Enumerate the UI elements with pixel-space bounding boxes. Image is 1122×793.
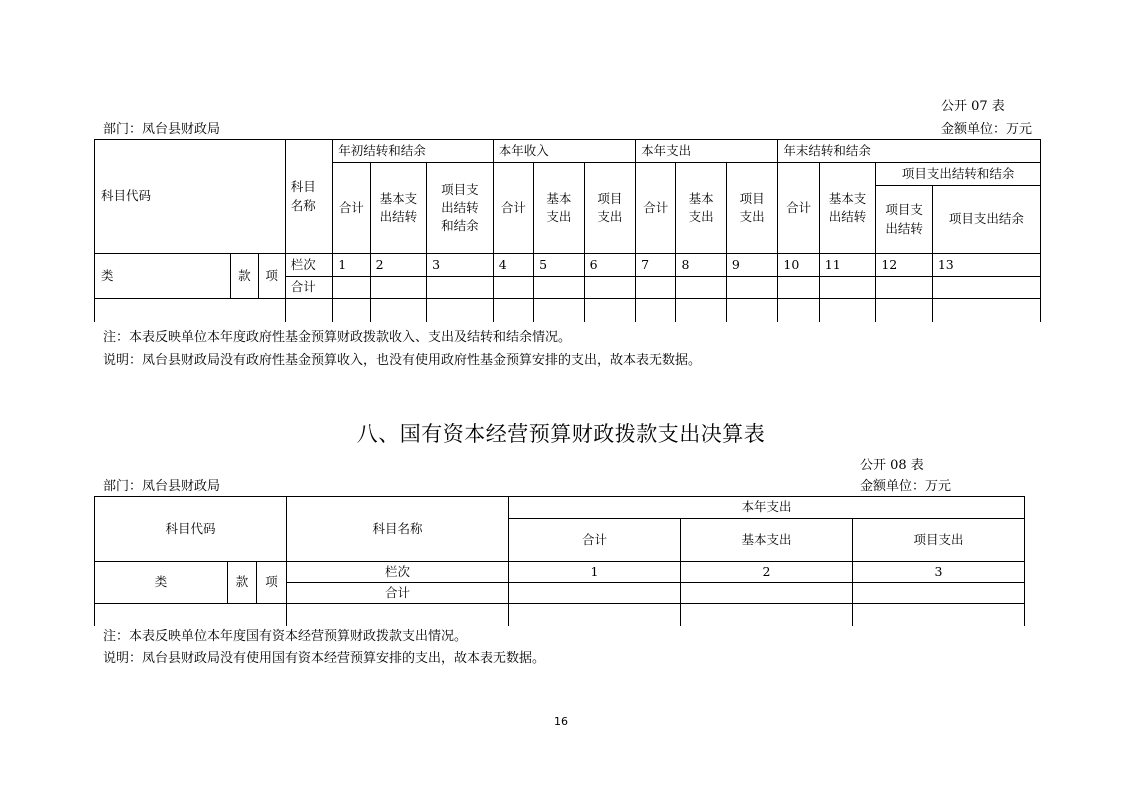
- col-number: 1: [509, 562, 681, 583]
- end-total-header: 合计: [778, 163, 819, 254]
- col-number: 2: [370, 254, 427, 277]
- subject-code-header: 科目代码: [95, 140, 286, 254]
- table07-note: 注：本表反映单位本年度政府性基金预算财政拨款收入、支出及结转和结余情况。: [103, 330, 572, 345]
- group-beginning-balance: 年初结转和结余: [333, 140, 494, 163]
- col-number: 3: [853, 562, 1025, 583]
- col-number: 7: [636, 254, 676, 277]
- kuan-header: 款: [228, 562, 257, 604]
- end-project-carry-header: 项目支 出结转: [876, 186, 933, 254]
- lei-header: 类: [95, 562, 228, 604]
- col-number: 2: [681, 562, 853, 583]
- total-header: 合计: [509, 519, 681, 562]
- xiang-header: 项: [258, 254, 285, 299]
- subject-code-header: 科目代码: [95, 497, 287, 562]
- income-project-header: 项目 支出: [584, 163, 635, 254]
- table07-description: 说明：凤台县财政局没有政府性基金预算收入，也没有使用政府性基金预算安排的支出，故本表无数据。: [103, 353, 702, 368]
- expense-basic-header: 基本 支出: [676, 163, 726, 254]
- income-total-header: 合计: [493, 163, 533, 254]
- total-row-label: 合计: [287, 583, 509, 604]
- table07-code: 公开 07 表: [941, 99, 1005, 114]
- begin-total-header: 合计: [333, 163, 370, 254]
- income-basic-header: 基本 支出: [534, 163, 584, 254]
- col-number: 3: [427, 254, 494, 277]
- table07-department: 部门：凤台县财政局: [103, 122, 221, 137]
- table08-description: 说明：凤台县财政局没有使用国有资本经营预算安排的支出，故本表无数据。: [103, 651, 546, 666]
- begin-project-header: 项目支 出结转 和结余: [427, 163, 494, 254]
- col-number: 5: [534, 254, 584, 277]
- col-number: 10: [778, 254, 819, 277]
- table08-code: 公开 08 表: [860, 458, 924, 473]
- subject-name-header: 科目名称: [287, 497, 509, 562]
- col-number: 8: [676, 254, 726, 277]
- lanci-label: 栏次: [285, 254, 332, 277]
- table08-unit: 金额单位：万元: [860, 479, 952, 494]
- col-number: 13: [932, 254, 1040, 277]
- table-row: [95, 299, 1041, 322]
- group-current-income: 本年收入: [493, 140, 635, 163]
- col-number: 12: [876, 254, 933, 277]
- end-project-balance-header: 项目支出结余: [932, 186, 1040, 254]
- col-number: 1: [333, 254, 370, 277]
- table07-unit: 金额单位：万元: [941, 122, 1033, 137]
- project-carry-group-header: 项目支出结转和结余: [876, 163, 1041, 186]
- begin-basic-header: 基本支 出结转: [370, 163, 427, 254]
- col-number: 11: [819, 254, 876, 277]
- page-number: 16: [554, 715, 568, 728]
- lanci-label: 栏次: [287, 562, 509, 583]
- lei-header: 类: [95, 254, 231, 299]
- kuan-header: 款: [231, 254, 258, 299]
- total-row-label: 合计: [285, 277, 332, 299]
- group-current-expense: 本年支出: [509, 497, 1025, 519]
- expense-total-header: 合计: [636, 163, 676, 254]
- col-number: 9: [726, 254, 777, 277]
- basic-expense-header: 基本支出: [681, 519, 853, 562]
- col-number: 6: [584, 254, 635, 277]
- table08: [94, 496, 1025, 626]
- table07: [94, 139, 1041, 322]
- table08-department: 部门：凤台县财政局: [103, 479, 221, 494]
- end-basic-header: 基本支 出结转: [819, 163, 876, 254]
- group-ending-balance: 年末结转和结余: [778, 140, 1041, 163]
- subject-name-header: 科目 名称: [285, 140, 332, 254]
- col-number: 4: [493, 254, 533, 277]
- project-expense-header: 项目支出: [853, 519, 1025, 562]
- expense-project-header: 项目 支出: [726, 163, 777, 254]
- xiang-header: 项: [257, 562, 287, 604]
- group-current-expense: 本年支出: [636, 140, 778, 163]
- table08-note: 注：本表反映单位本年度国有资本经营预算财政拨款支出情况。: [103, 629, 468, 644]
- table-row: [95, 604, 1025, 626]
- section-title: 八、国有资本经营预算财政拨款支出决算表: [356, 422, 766, 446]
